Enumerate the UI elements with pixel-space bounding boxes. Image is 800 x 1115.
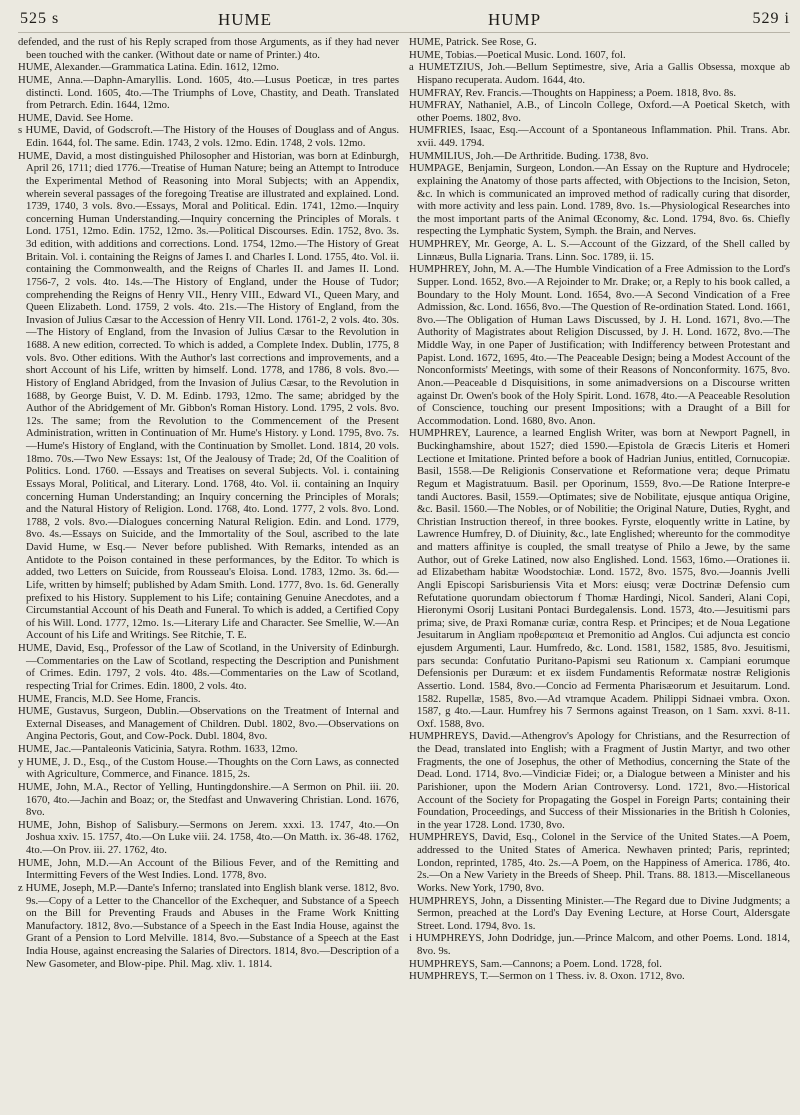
bibliography-entry: HUMPHREYS, Sam.—Cannons; a Poem. Lond. 1728, fol. xyxy=(409,957,662,970)
bibliography-entry: HUMPHREYS, John, a Dissenting Minister.—The Regard due to Divine Judgments; a Sermon, preached at the Lord's Day Evening Lecture, at Horse Court, Aldersgate Street. Lond. 1794, 8vo. 1s. xyxy=(409,894,790,932)
bibliography-entry: HUME, Anna.—Daphn-Amaryllis. Lond. 1605, 4to.—Lusus Poeticæ, in tres partes distincti. Lond. 1605, 4to.—The Triumphs of Love, Chastity, and Death. Translated from Petrarch. Edin. 1644, 12mo. xyxy=(18,73,399,112)
bibliography-entry: y HUME, J. D., Esq., of the Custom House.—Thoughts on the Corn Laws, as connected with Agriculture, Commerce, and Finance. 1815, 2s. xyxy=(18,755,399,781)
bibliography-entry: HUMPHREYS, David.—Athengrov's Apology for Christians, and the Resurrection of the Dead, translated into English; with a Fragment of Justin Martyr, and two other Fragments, the one of Josephus, the other of Methodius, concerning the State of the Dead. Lond. 1714, 8vo.—Vindiciæ Fidei; or, a Dialogue between a Minister and his Parishioner, upon the Modern Arian Controversy. Lond. 1721, 8vo.—Historical Account of the Society for Propagating the Gospel in Foreign Parts; containing their Foundation, Proceedings, and Success of their Missionaries in the British h Colonies, in the year 1728. Lond. 1730, 8vo. xyxy=(409,730,790,831)
bibliography-entry: defended, and the rust of his Reply scraped from those Arguments, as if they had never been touched with the canker. (Without date or name of Printer.) 4to. xyxy=(18,36,399,61)
bibliography-entry: HUME, Alexander.—Grammatica Latina. Edin. 1612, 12mo. xyxy=(18,61,279,74)
bibliography-entry: HUME, Francis, M.D. See Home, Francis. xyxy=(18,692,201,705)
bibliography-entry: HUME, David, Esq., Professor of the Law of Scotland, in the University of Edinburgh.—Commentaries on the Law of Scotland, respecting the Description and Punishment of Crimes. Edin. 1797, 2 vols. 4to. 48s.—Commentaries on the Law of Scotland, respecting Trial for Crimes. Edin. 1800, 2 vols. 4to. xyxy=(18,642,399,692)
page-number-right: 529 i xyxy=(752,10,790,27)
running-head-right: HUMP xyxy=(488,10,542,29)
text-columns xyxy=(18,36,790,983)
bibliography-entry: HUME, John, M.A., Rector of Yelling, Huntingdonshire.—A Sermon on Phil. iii. 20. 1670, 4to.—Jachin and Boaz; or, the Stedfast and Unwavering Christian. Lond. 1676, 8vo. xyxy=(18,780,399,819)
bibliography-entry: HUMPHREYS, David, Esq., Colonel in the Service of the United States.—A Poem, addressed to the United States of America. Newhaven printed; Paris, reprinted; London, reprinted, 1785, 4to. 2s.—A Poem, on the Happiness of America. 1786, 4to. 2s.—On a New Variety in the Breeds of Sheep. Phil. Trans. 88. 1813.—Miscellaneous Works. New York, 1790, 8vo. xyxy=(409,831,790,894)
bibliography-entry: HUME, Jac.—Pantaleonis Vaticinia, Satyra. Rothm. 1633, 12mo. xyxy=(18,743,298,755)
bibliography-entry: HUME, Gustavus, Surgeon, Dublin.—Observations on the Treatment of Internal and External Diseases, and Management of Children. Dubl. 1802, 8vo.—Observations on Angina Pectoris, Gout, and Cow-Pock. Dubl. 1804, 8vo. xyxy=(18,705,399,743)
bibliography-entry: i HUMPHREYS, John Dodridge, jun.—Prince Malcom, and other Poems. Lond. 1814, 8vo. 9s. xyxy=(409,932,790,957)
bibliography-entry: z HUME, Joseph, M.P.—Dante's Inferno; translated into English blank verse. 1812, 8vo. 9s.—Copy of a Letter to the Chancellor of the Exchequer, and Substance of a Speech on the Bill for Preventing Frauds and Abuses in the Frame Work Knitting Manufactory. 1812, 8vo.—Substance of a Speech in the East India House, against the Grant of a Pension to Lord Melville. 1814, 8vo.—Substance of a Speech at the East India House, against encreasing the Salaries of Directors. 1814, 8vo.—Description of a New Gasometer, and Blow-pipe. Phil. Mag. xliv. 1. 1814. xyxy=(18,881,399,970)
bibliography-entry: HUMPHREYS, T.—Sermon on 1 Thess. iv. 8. Oxon. 1712, 8vo. xyxy=(409,970,685,983)
bibliography-entry: HUMPAGE, Benjamin, Surgeon, London.—An Essay on the Rupture and Hydrocele; explaining the Anatomy of those parts affected, with Objections to the Incision, Seton, &c. In which is communicated an improved method of radically curing that disorder, with more activity and less pain. Lond. 1789, 8vo. 1s.—Physiological Researches into the most important parts of the Animal Œconomy, &c. Lond. 1794, 8vo. 6s. Chiefly respecting the Lymphatic System, Symph. the Brain, and Nerves. xyxy=(409,162,790,238)
bibliography-entry: HUME, John, M.D.—An Account of the Bilious Fever, and of the Remitting and Intermitting Fevers of the West Indies. Lond. 1778, 8vo. xyxy=(18,856,399,882)
bibliography-entry: HUMFRIES, Isaac, Esq.—Account of a Spontaneous Inflammation. Phil. Trans. Abr. xvii. 449. 1794. xyxy=(409,124,790,149)
bibliography-entry: HUME, David, a most distinguished Philosopher and Historian, was born at Edinburgh, April 26, 1711; died 1776.—Treatise of Human Nature; being an Attempt to Introduce the Experimental Method of Reasoning into Moral Subjects; with an Appendix, wherein several passages of the foregoing Treatise are illustrated and explained. Lond. 1739, 1740, 3 vols. 8vo.—Essays, Moral and Political. Edin. 1741, 12mo.—Inquiry concerning Human Understanding.—Inquiry concerning the Principles of Morals. t Lond. 1751, 12mo. Edin. 1752, 12mo. 3s.—Political Discourses. Edin. 1752, 8vo. 3s. 3d edition, with additions and corrections. Lond. 1754, 12mo.—The History of Great Britain. Vol. i. containing the Reigns of James I. and Charles I. Lond. 1755, 4to. Vol. ii. containing the Commonwealth, and the Reigns of Charles II. and James II. Lond. 1756-7, 2 vols. 4to. 14s.—The History of England, under the House of Tudor; comprehending the Reigns of Henry VII., Henry VIII., Edward VI., Queen Mary, and Queen Elizabeth. Lond. 1759, 2 vols. 4to. 21s.—The History of England, from the Invasion of Julius Cæsar to the Accession of Henry VII. Lond. 1761-2, 2 vols. 4to. 30s.—The History of England, from the Invasion of Julius Cæsar to the Revolution in 1688. A new edition, corrected. To which is added, a Complete Index. Dublin, 1775, 8 vols. 8vo. Other editions. With the Author's last corrections and improvements, and a short Account of his Life, written by himself. Lond. 1778, and 1786, 8 vols. 8vo.—History of England Abridged, from the Invasion of Julius Cæsar, to the Revolution in 1688, by George Buist, V. D. M. Edinb. 1793, 12mo. The same; abridged by the Author of the Abridgement of Mr. Gibbon's Roman History. Lond. 1795, 2 vols. 8vo. 12s. The same; from the Revolution to the Commencement of the Present Administration, written in Continuation of Mr. Hume's History. y Lond. 1795, 8vo. 7s.—Hume's History of England, with the Continuation by Smollet. Lond. 1814, 20 vols. 18mo. 70s.—Two New Essays: 1st, Of the Jealousy of Trade; 2d, Of the Coalition of Politics. Lond. 1760. —Essays and Treatises on several Subjects. Vol. i. containing Essays Moral, Political, and Literary. Lond. 1768, 4to. Vol. ii. containing an Inquiry concerning Human Understanding; an Inquiry concerning the Principles of Morals; and the Natural History of Religion. Lond. 1768, 4to. Lond. 1777, 2 vols. 8vo. Lond. 1788, 2 vols. 8vo.—Dialogues concerning Natural Religion. Edin. and Lond. 1779, 8vo. 4s.—Essays on Suicide, and the Immortality of the Soul, ascribed to the late David Hume, w Esq.— Never before published. With Remarks, intended as an Antidote to the Poison contained in these performances, by the Editor. To which is added, two Letters on Suicide, from Rousseau's Eloisa. Lond. 1783, 12mo. 3s. 6d.—Life, written by himself; published by Adam Smith. Lond. 1777, 8vo. 1s. 6d. Generally prefixed to his History. Supplement to his Life; containing Genuine Anecdotes, and a Circumstantial Account of his Death and Funeral. To which is added, a Certified Copy of his Will. Lond. 1777, 12mo. 1s.—Literary Life and Character. See Smellie, W.—An Account of his Life and Writings. See Ritchie, T. E. xyxy=(18,149,399,642)
bibliography-entry: HUMPHREY, Laurence, a learned English Writer, was born at Newport Pagnell, in Buckinghamshire, about 1527; died 1590.—Epistola de Græcis Literis et Homeri Lectione et Imitatione. Printed before a book of Hadrian Junius, entitled, Cornucopiæ. Basil, 1558.—De Religionis Conservatione et Reformatione vera; deque Primatu Regum et Magistratuum. Basil. per Oporinum, 1559, 8vo.—De Ratione Interpre-e tandi Auctores. Basil, 1559.—Optimates; sive de Nobilitate, ejusque antiqua Origine, &c. Basil. 1560.—The Nobles, or of Nobilitie; the Original Nature, Duties, Ryght, and Christian Instruction thereof, in three bookes. Fyrste, eloquently writte in Latine, by Lawrence Humfrey, D. of Diuinity, &c., late Englished; whereunto for the commoditye and matters affinitye is coupled, the small treatyse of Philo a Jewe, by the same Author, out of Greke Latined, now also Englished. Lond. 1563, 16mo.—Orationes ii. ad Elizabetham habitæ Woodstochiæ. Lond. 1572, 8vo. 1575, 8vo.—Joannis Jvelli Angli Episcopi Sarisburiensis Vita et Mors: eiusq; veræ Doctrinæ Defensio cum Refutatione quorundam obiectorum f Thomæ Hardingi, Nicol. Sanderi, Alani Copi, Hieronymi Osorij Lusitani Pontaci Burdegalensis. Lond. 1573, 4to.—Jesuitismi pars prima; sive, de Praxi Romanæ curiæ, contra Resp. et Principes; et de Noua Legatione Jesuitarum in Angliam προθεραπεια et Premonitio ad Anglos. Cui adjuncta est concio ejusdem Argumenti, Laur. Humfredo, &c. Lond. 1581, 1582, 1585, 8vo. Jesuitismi, pars secunda: Confutatio Puritano-Papismi seu Rationum x. Campiani eorumque Defensionis per Duræum: et ex iisdem Fundamentis Reformatæ nostræ Religionis Assertio. Lond. 1584, 8vo.—Concio ad Fermenta Pharisæorum et Jesuitarum. Lond. 1582. Rupellæ, 1585, 8vo.—Ad vtramque Academ. Philippi Sidnaei vmbra. Oxon. 1587, g 4to.—Laur. Humfrey his 7 Sermons against Treason, on 1 Sam. xxvi. 8-11. Oxf. 1588, 8vo. xyxy=(409,427,790,730)
bibliography-entry: HUMPHREY, Mr. George, A. L. S.—Account of the Gizzard, of the Shell called by Linnæus, Bulla Lignaria. Trans. Linn. Soc. 1789, ii. 15. xyxy=(409,238,790,263)
bibliography-entry: s HUME, David, of Godscroft.—The History of the Houses of Douglass and of Angus. Edin. 1644, fol. The same. Edin. 1743, 2 vols. 12mo. Edin. 1748, 2 vols. 12mo. xyxy=(18,124,399,149)
bibliography-entry: HUMFRAY, Rev. Francis.—Thoughts on Happiness; a Poem. 1818, 8vo. 8s. xyxy=(409,86,737,99)
page-number-left: 525 s xyxy=(20,10,60,27)
left-column xyxy=(18,36,399,983)
right-column xyxy=(409,36,790,983)
bibliography-entry: HUME, David. See Home. xyxy=(18,111,134,124)
running-head-left: HUME xyxy=(218,10,273,29)
bibliography-entry: HUMFRAY, Nathaniel, A.B., of Lincoln College, Oxford.—A Poetical Sketch, with other Poems. 1802, 8vo. xyxy=(409,99,790,124)
bibliography-entry: HUME, John, Bishop of Salisbury.—Sermons on Jerem. xxxi. 13. 1747, 4to.—On Joshua xxiv. 15. 1757, 4to.—On Luke viii. 24. 1758, 4to.—On Matth. ix. 36-48. 1762, 4to.—On Prov. iii. 27. 1762, 4to. xyxy=(18,818,399,856)
bibliography-entry: HUMPHREY, John, M. A.—The Humble Vindication of a Free Admission to the Lord's Supper. Lond. 1652, 8vo.—A Rejoinder to Mr. Drake; or, a Reply to his book called, a Boundary to the Holy Mount. Lond. 1654, 8vo.—A Second Vindication of a Free Admission, &c. Lond. 1656, 8vo.—The Question of Re-ordination Stated. Lond. 1661, 8vo.—The Obligation of Human Laws Discussed, by J. H. Lond. 1671, 8vo.—The Authority of Magistrates about Religion Discussed, by J. H. Lond. 1672, 8vo.—The Middle Way, in one Paper of Justification; with Indifferency between Protestant and Papist. Lond. 1672, 1695, 4to.—The Peaceable Design; being a Modest Account of the Nonconformists' Meetings, with some of their Reasons of Nonconformity. 1675, 8vo. Anon.—Peaceable d Disquisitions, in some animadversions on a Discourse written against Dr. Owen's book of the Holy Spirit. Lond. 1678, 4to.—A Peaceable Resolution of Conscience, touching our present Impositions; with a Draught of a Bill for Accommodation. Lond. 1680, 8vo. Anon. xyxy=(409,263,790,427)
bibliography-entry: a HUMETZIUS, Joh.—Bellum Septimestre, sive, Aria a Gallis Obsessa, moxque ab Hispano recuperata. Audom. 1644, 4to. xyxy=(409,61,790,86)
page-header xyxy=(18,10,790,33)
bibliography-entry: HUME, Patrick. See Rose, G. xyxy=(409,36,537,48)
bibliography-entry: HUME, Tobias.—Poetical Music. Lond. 1607, fol. xyxy=(409,48,626,61)
bibliography-entry: HUMMILIUS, Joh.—De Arthritide. Buding. 1738, 8vo. xyxy=(409,149,649,162)
